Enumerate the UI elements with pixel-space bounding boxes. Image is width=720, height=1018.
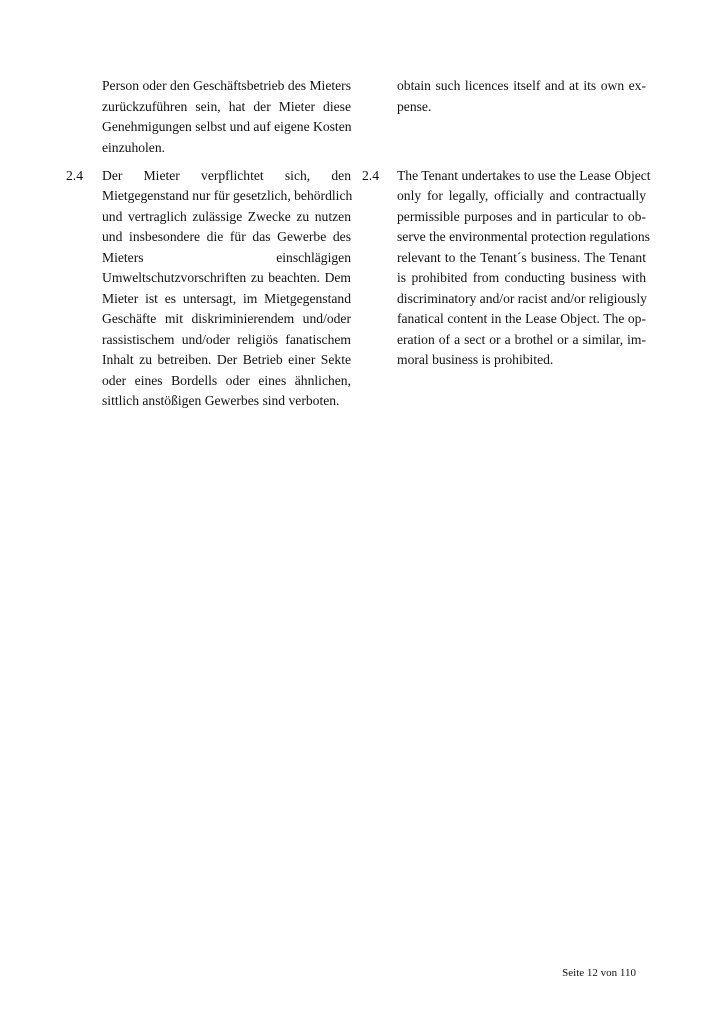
text-line: relevant to the Tenant´s business. The Tenant <box>397 250 646 265</box>
text-line: oder eines Bordells oder eines ähnlichen, <box>102 373 351 388</box>
text-line: rassistischem und/oder religiös fanatischem <box>102 332 351 347</box>
text-line: is prohibited from conducting business with <box>397 270 646 285</box>
text-line: obtain such licences itself and at its own ex- <box>397 78 646 93</box>
text-line: und insbesondere die für das Gewerbe des <box>102 229 351 244</box>
text-line: serve the environmental protection regulations <box>397 229 650 244</box>
text-line: Mieter ist es untersagt, im Mietgegenstand <box>102 291 351 306</box>
text-line: Geschäfte mit diskriminierendem und/oder <box>102 311 351 326</box>
text-line: sittlich anstößigen Gewerbes sind verboten. <box>102 393 340 408</box>
text-line: Genehmigungen selbst und auf eigene Kosten <box>102 119 352 134</box>
page-number: Seite 12 von 110 <box>562 967 636 979</box>
text-line: Der Mieter verpflichtet sich, den <box>102 168 351 183</box>
text-line: und vertraglich zulässige Zwecke zu nutzen <box>102 209 351 224</box>
text-line: einzuholen. <box>102 140 166 155</box>
text-line: moral business is prohibited. <box>397 352 554 367</box>
text-line: Mietgegenstand nur für gesetzlich, behördlich <box>102 188 353 203</box>
text-line: fanatical content in the Lease Object. The op- <box>397 311 646 326</box>
text-line: zurückzuführen sein, hat der Mieter diese <box>102 99 351 114</box>
text-line: only for legally, officially and contractually <box>397 188 646 203</box>
clause-number-english: 2.4 <box>362 168 379 183</box>
text-line: Person oder den Geschäftsbetrieb des Mieters <box>102 78 351 93</box>
text-line: Inhalt zu betreiben. Der Betrieb einer Sekte <box>102 352 351 367</box>
text-line: permissible purposes and in particular to ob- <box>397 209 646 224</box>
text-line: pense. <box>397 99 432 114</box>
text-line: Mieters einschlägigen <box>102 250 351 265</box>
text-line: Umweltschutzvorschriften zu beachten. Dem <box>102 270 351 285</box>
clause-number-german: 2.4 <box>66 168 83 183</box>
text-line: discriminatory and/or racist and/or religiously <box>397 291 647 306</box>
text-line: The Tenant undertakes to use the Lease Object <box>397 168 651 183</box>
text-line: eration of a sect or a brothel or a similar, im- <box>397 332 646 347</box>
